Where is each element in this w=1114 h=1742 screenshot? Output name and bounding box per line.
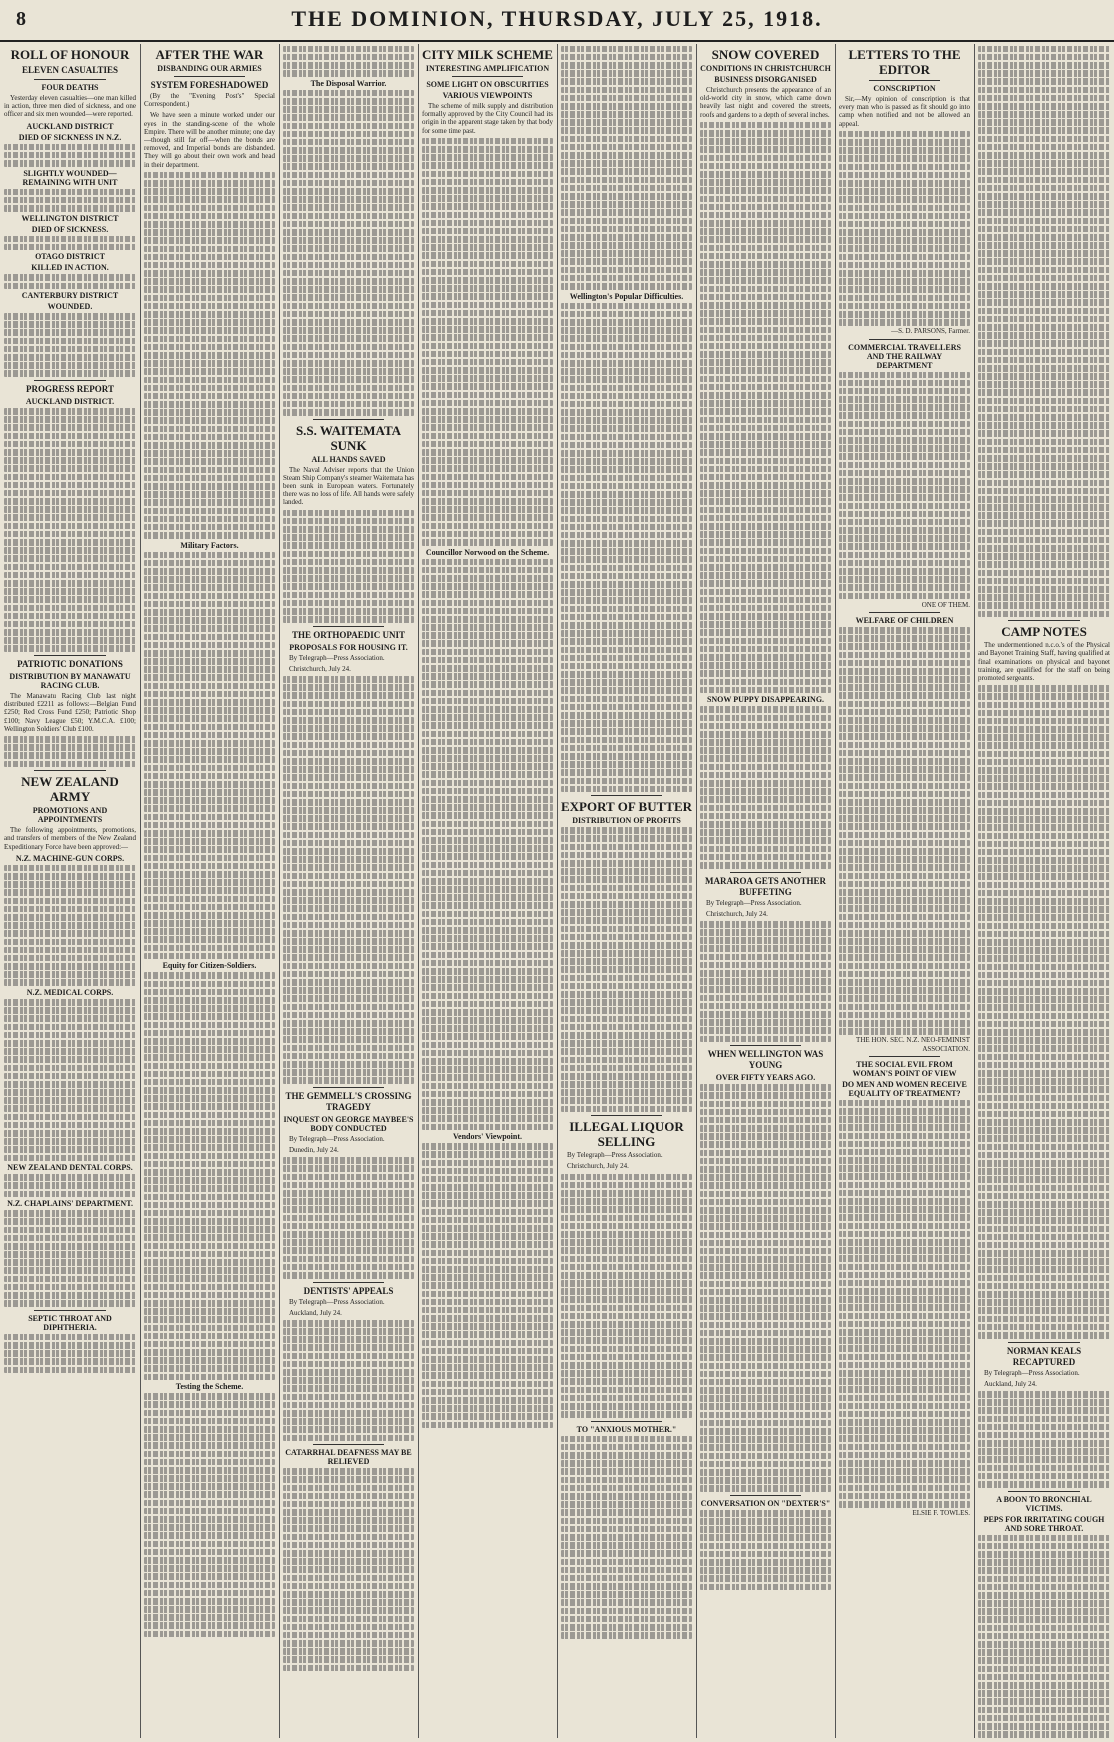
article-subheading: INQUEST ON GEORGE MAYBEE'S BODY CONDUCTED [283,1114,414,1133]
article-byline: By Telegraph—Press Association. [289,653,385,662]
article-headline: THE ORTHOPAEDIC UNIT [291,629,406,640]
article-subheading: ALL HANDS SAVED [311,454,386,464]
category-heading: SLIGHTLY WOUNDED—REMAINING WITH UNIT [22,168,118,187]
article-subheading: CONDITIONS IN CHRISTCHURCH [700,64,831,73]
article-byline: By Telegraph—Press Association. [289,1297,385,1306]
advert-subheading: PEPS FOR IRRITATING COUGH AND SORE THROAT. [983,1514,1105,1533]
article-subheading: DISBANDING OUR ARMIES [157,64,262,73]
article-byline: (By the "Evening Post's" Special Correspondent.) [144,92,275,109]
article-headline: AFTER THE WAR [155,47,264,62]
article-headline: EXPORT OF BUTTER [561,799,692,815]
roll-of-honour-heading: ROLL OF HONOUR [10,47,130,62]
article-headline: ILLEGAL LIQUOR SELLING [569,1119,684,1150]
section-subheading: The Disposal Warrior. [310,78,387,88]
patriotic-donations-heading: PATRIOTIC DONATIONS [17,659,123,670]
column-2 [144,44,275,1738]
article-headline: CAMP NOTES [1001,624,1087,640]
advert-headline: A BOON TO BRONCHIAL VICTIMS. [996,1494,1092,1513]
district-heading: AUCKLAND DISTRICT [26,121,114,131]
subheading: NEW ZEALAND DENTAL CORPS. [7,1163,133,1173]
section-subheading: SNOW PUPPY DISAPPEARING. [706,695,825,705]
subheading: SEPTIC THROAT AND DIPHTHERIA. [28,1313,112,1332]
article-headline: CONVERSATION ON "DEXTER'S" [700,1498,831,1508]
article-headline: MARAROA GETS ANOTHER BUFFETING [704,875,827,897]
letter-signature: THE HON. SEC. N.Z. NEO-FEMINIST ASSOCIATION. [856,1036,970,1053]
article-text: We have seen a minute worked under our eyes in the standing-scene of the whole Empire. There will be another minute; one day—though still far off—when the bonds are removed, and Imperial bonds are disbanded. They will go about their own work and head in their department. [144,111,275,169]
district-heading: OTAGO DISTRICT [35,252,105,262]
masthead [0,0,1114,42]
section-subheading: Testing the Scheme. [175,1382,244,1392]
article-headline: WHEN WELLINGTON WAS YOUNG [707,1049,824,1071]
columns [0,44,1114,1738]
letter-heading: WELFARE OF CHILDREN [855,615,954,625]
category-heading: DIED OF SICKNESS IN N.Z. [18,132,122,142]
article-headline: S.S. WAITEMATA SUNK [295,422,402,453]
letter-signature: ONE OF THEM. [921,600,970,609]
subheading: PROMOTIONS AND APPOINTMENTS [32,806,108,825]
subheading: N.Z. MACHINE-GUN CORPS. [15,853,125,863]
article-subheading: PROPOSALS FOR HOUSING IT. [289,642,408,652]
article-subheading: BUSINESS DISORGANISED [714,75,817,84]
letter-heading: COMMERCIAL TRAVELLERS AND THE RAILWAY DEPARTMENT [848,342,961,370]
article-subheading: VARIOUS VIEWPOINTS [442,91,533,100]
section-subheading: Vendors' Viewpoint. [452,1132,523,1142]
letter-subheading: DO MEN AND WOMEN RECEIVE EQUALITY OF TREATMENT? [842,1079,967,1098]
article-subheading: DISTRIBUTION OF PROFITS [572,816,681,826]
article-text: The undermentioned n.c.o.'s of the Physical and Bayonet Training Staff, having qualified at final examinations on physical and bayonet training, are qualified for the staff on being promoted sergeants. [978,641,1110,682]
letter-signature: ELSIE F. TOWLES. [912,1509,970,1518]
column-7 [839,44,970,1738]
article-text: The Naval Adviser reports that the Union Steam Ship Company's steamer Waitemata has been sunk in European waters. Fortunately there was no loss of life. All hands were safely landed. [283,465,414,507]
article-headline: CATARRHAL DEAFNESS MAY BE RELIEVED [285,1448,412,1467]
article-headline: DENTISTS' APPEALS [303,1285,394,1296]
subheading: DISTRIBUTION BY MANAWATU RACING CLUB. [9,672,131,691]
article-byline: By Telegraph—Press Association. [289,1134,385,1143]
letter-text: Sir,—My opinion of conscription is that every man who is passed as fit should go into camp when notified and not be allowed an appeal. [839,95,970,128]
article-headline: SNOW COVERED [711,47,820,62]
letter-heading: THE SOCIAL EVIL FROM WOMAN'S POINT OF VIEW [852,1059,957,1078]
casualties-subheading: ELEVEN CASUALTIES [22,65,118,75]
column-1 [4,44,136,1738]
subheading: N.Z. MEDICAL CORPS. [26,988,114,998]
column-5 [561,44,692,1738]
column-8 [978,44,1110,1738]
column-6 [700,44,831,1738]
section-subheading: Equity for Citizen-Soldiers. [162,961,257,971]
page-number: 8 [16,8,26,30]
section-subheading: Councillor Norwood on the Scheme. [425,547,550,557]
category-heading: KILLED IN ACTION. [31,263,109,273]
column-4 [422,44,553,1738]
article-byline: By Telegraph—Press Association. [567,1151,663,1160]
casualties-intro: Yesterday eleven casualties—one man killed in action, three men died of sickness, and one officer and six men wounded—were reported. [4,94,136,119]
article-dateline: Auckland, July 24. [289,1308,342,1317]
article-dateline: Christchurch, July 24. [567,1162,629,1171]
district-heading: AUCKLAND DISTRICT. [25,397,115,407]
progress-report-heading: PROGRESS REPORT [26,384,114,395]
nz-army-heading: NEW ZEALAND ARMY [21,774,119,805]
article-headline: NORMAN KEALS RECAPTURED [1006,1345,1082,1367]
category-heading: WOUNDED. [47,302,93,312]
letter-heading: CONSCRIPTION [873,84,936,93]
subheading: N.Z. CHAPLAINS' DEPARTMENT. [7,1199,133,1209]
four-deaths-subheading: FOUR DEATHS [41,83,99,92]
article-byline: By Telegraph—Press Association. [706,898,802,907]
section-subheading: Military Factors. [180,540,239,550]
category-heading: DIED OF SICKNESS. [31,224,109,234]
article-subheading: OVER FIFTY YEARS AGO. [715,1073,816,1083]
district-heading: CANTERBURY DISTRICT [21,291,119,301]
article-headline: CITY MILK SCHEME [422,47,553,62]
article-dateline: Auckland, July 24. [984,1379,1037,1388]
article-text: The Manawatu Racing Club last night distributed £2211 as follows:—Belgian Fund £250; Red Cross Fund £250; Patriotic Shop £100; Navy League £50; Y.M.C.A. £100; Wellington Soldiers' Club £100. [4,692,136,733]
article-text: The following appointments, promotions, and transfers of members of the New Zealand Expeditionary Force have been approved:— [4,826,136,851]
newspaper-title: THE DOMINION, THURSDAY, JULY 25, 1918. [291,6,823,31]
section-subheading: Wellington's Popular Difficulties. [569,291,684,301]
article-subheading: SOME LIGHT ON OBSCURITIES [426,80,549,89]
article-text: Christchurch presents the appearance of an old-world city in snow, which came down heavily last night and covered the streets, roofs and gardens to a depth of several inches. [700,86,831,119]
article-dateline: Christchurch, July 24. [289,664,351,673]
article-subheading: INTERESTING AMPLIFICATION [425,64,550,73]
district-heading: WELLINGTON DISTRICT [21,213,119,223]
letter-signature: —S. D. PARSONS, Farmer. [891,327,970,336]
article-headline: TO "ANXIOUS MOTHER." [576,1424,677,1434]
article-dateline: Dunedin, July 24. [289,1146,339,1155]
article-headline: THE GEMMELL'S CROSSING TRAGEDY [285,1090,412,1112]
letters-headline: LETTERS TO THE EDITOR [848,47,961,77]
article-text: The scheme of milk supply and distribution formally approved by the City Council had its origin in the apparent stage taken by that body for some time past. [422,102,553,135]
column-3 [283,44,414,1738]
article-dateline: Christchurch, July 24. [706,909,768,918]
article-byline: By Telegraph—Press Association. [984,1368,1080,1377]
article-subheading: SYSTEM FORESHADOWED [150,80,269,90]
